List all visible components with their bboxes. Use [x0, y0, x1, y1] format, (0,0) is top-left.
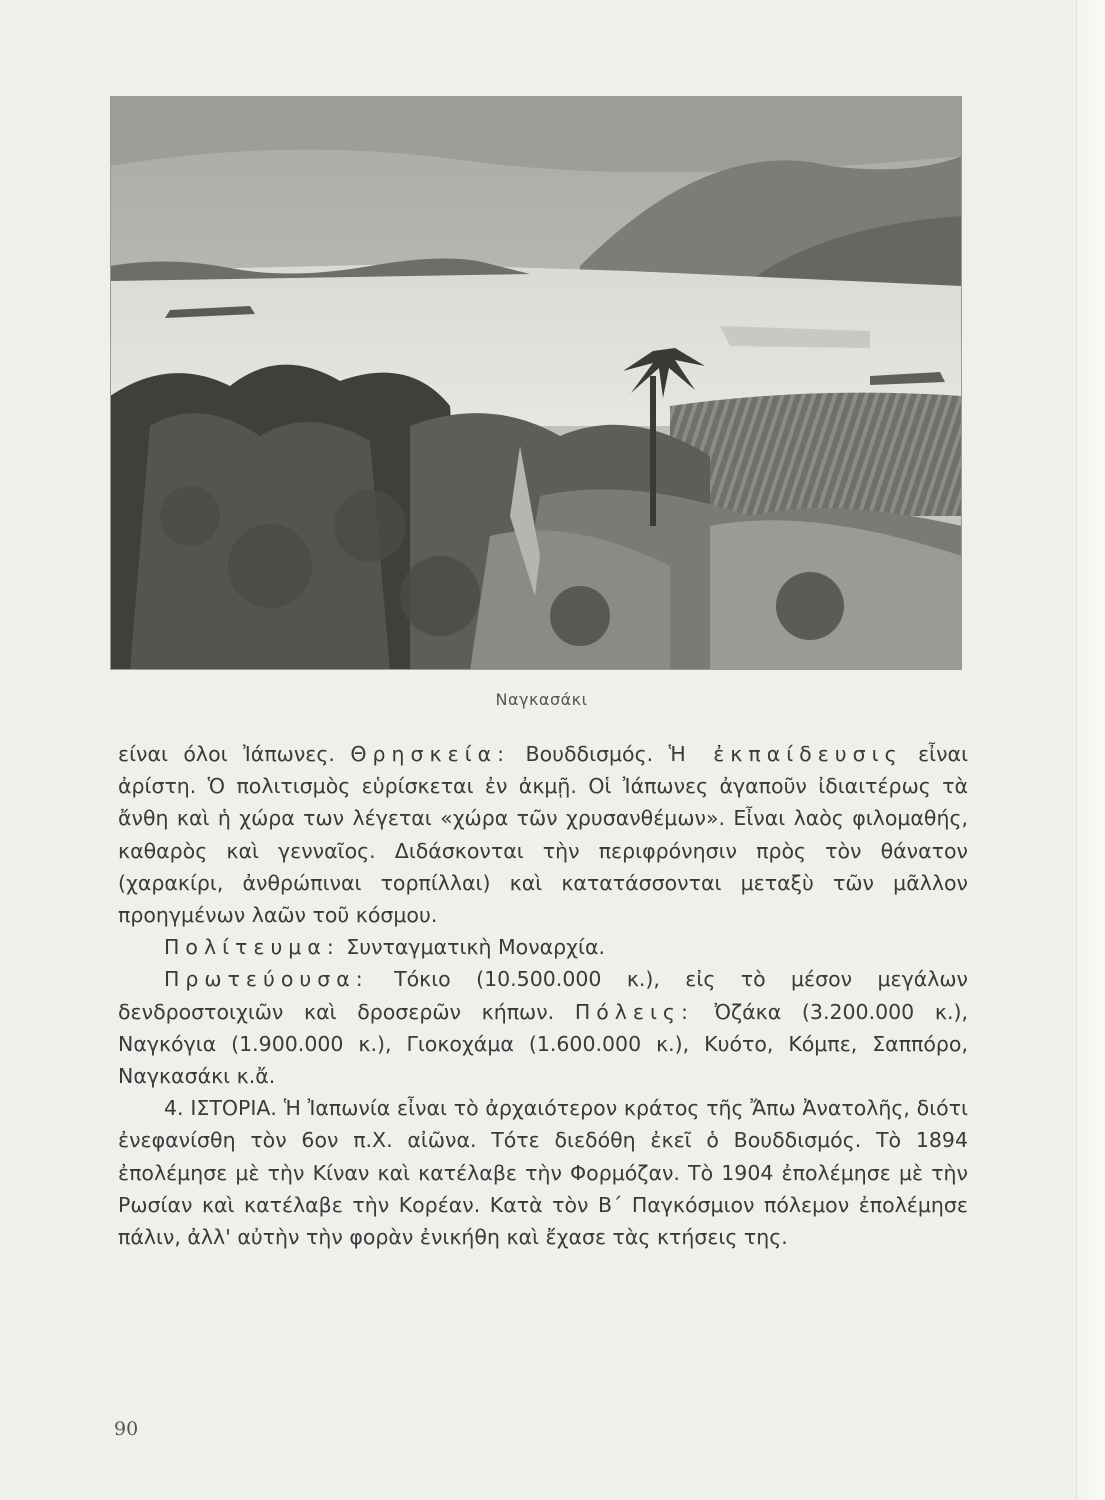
nagasaki-photo	[110, 96, 962, 670]
page-number: 90	[114, 1418, 139, 1440]
text-run: εἶναι ἀρίστη. Ὁ πολιτισμὸς εὑρίσκεται ἐν ἀκμῇ. Οἱ Ἰάπωνες ἀγαποῦν ἰδιαιτέρως τὰ ἄνθη καὶ ἡ χώρα των λέγεται «χώρα τῶν χρυσανθέμων». Εἶναι λαὸς φιλομαθής, καθαρὸς καὶ γενναῖος. Διδάσκονται τὴν περιφρόνησιν πρὸς τὸν θάνατον (χαρακίρι, ἀνθρώπιναι τορπίλλαι) καὶ κατατάσσονται μεταξὺ τῶν μᾶλλον προηγμένων λαῶν τοῦ κόσμου.	[118, 742, 968, 928]
paragraph-capital	[118, 963, 968, 1092]
text-run: Τόκιο (10.500.000 κ.), εἰς τὸ μέσον μεγάλων δενδροστοιχιῶν καὶ δροσερῶν κήπων.	[118, 967, 968, 1024]
paragraph-religion-education	[118, 738, 968, 931]
spaced-label-education: Ἡ ἐκπαίδευσις	[668, 742, 903, 766]
spaced-label-religion: Θρησκεία:	[350, 742, 511, 766]
spaced-label-cities: Πόλεις:	[574, 999, 694, 1024]
spaced-label-government: Πολίτευμα:	[164, 935, 340, 960]
figure-caption: Ναγκασάκι	[495, 690, 588, 709]
body-text	[118, 738, 968, 1253]
page-edge	[1076, 0, 1105, 1500]
paragraph-government	[118, 931, 968, 963]
spaced-label-capital: Πρωτεύουσα:	[164, 967, 369, 992]
text-run: Συνταγματικὴ Μοναρχία.	[339, 935, 605, 960]
text-run: είναι όλοι Ἰάπωνες.	[118, 742, 351, 766]
text-run: Βουδδισμός.	[510, 742, 669, 766]
paragraph-history: 4. ΙΣΤΟΡΙΑ. Ἡ Ἰαπωνία εἶναι τὸ ἀρχαιότερον κράτος τῆς Ἄπω Ἀνατολῆς, διότι ἐνεφανίσθη τὸν 6ον π.Χ. αἰῶνα. Τότε διεδόθη ἐκεῖ ὁ Βουδδισμός. Τὸ 1894 ἐπολέμησε μὲ τὴν Κίναν καὶ κατέλαβε τὴν Φορμόζαν. Τὸ 1904 ἐπολέμησε μὲ τὴν Ρωσίαν καὶ κατέλαβε τὴν Κορέαν. Κατὰ τὸν Β΄ Παγκόσμιον πόλεμον ἐπολέμησε πάλιν, ἀλλ' αὐτὴν τὴν φορὰν ἐνικήθη καὶ ἔχασε τὰς κτήσεις της.	[118, 1096, 968, 1250]
text-run: Ὀζάκα (3.200.000 κ.), Ναγκόγια (1.900.000 κ.), Γιοκοχάμα (1.600.000 κ.), Κυότο, Κόμπε, Σαππόρο, Ναγκασάκι κ.ἄ.	[118, 999, 968, 1089]
